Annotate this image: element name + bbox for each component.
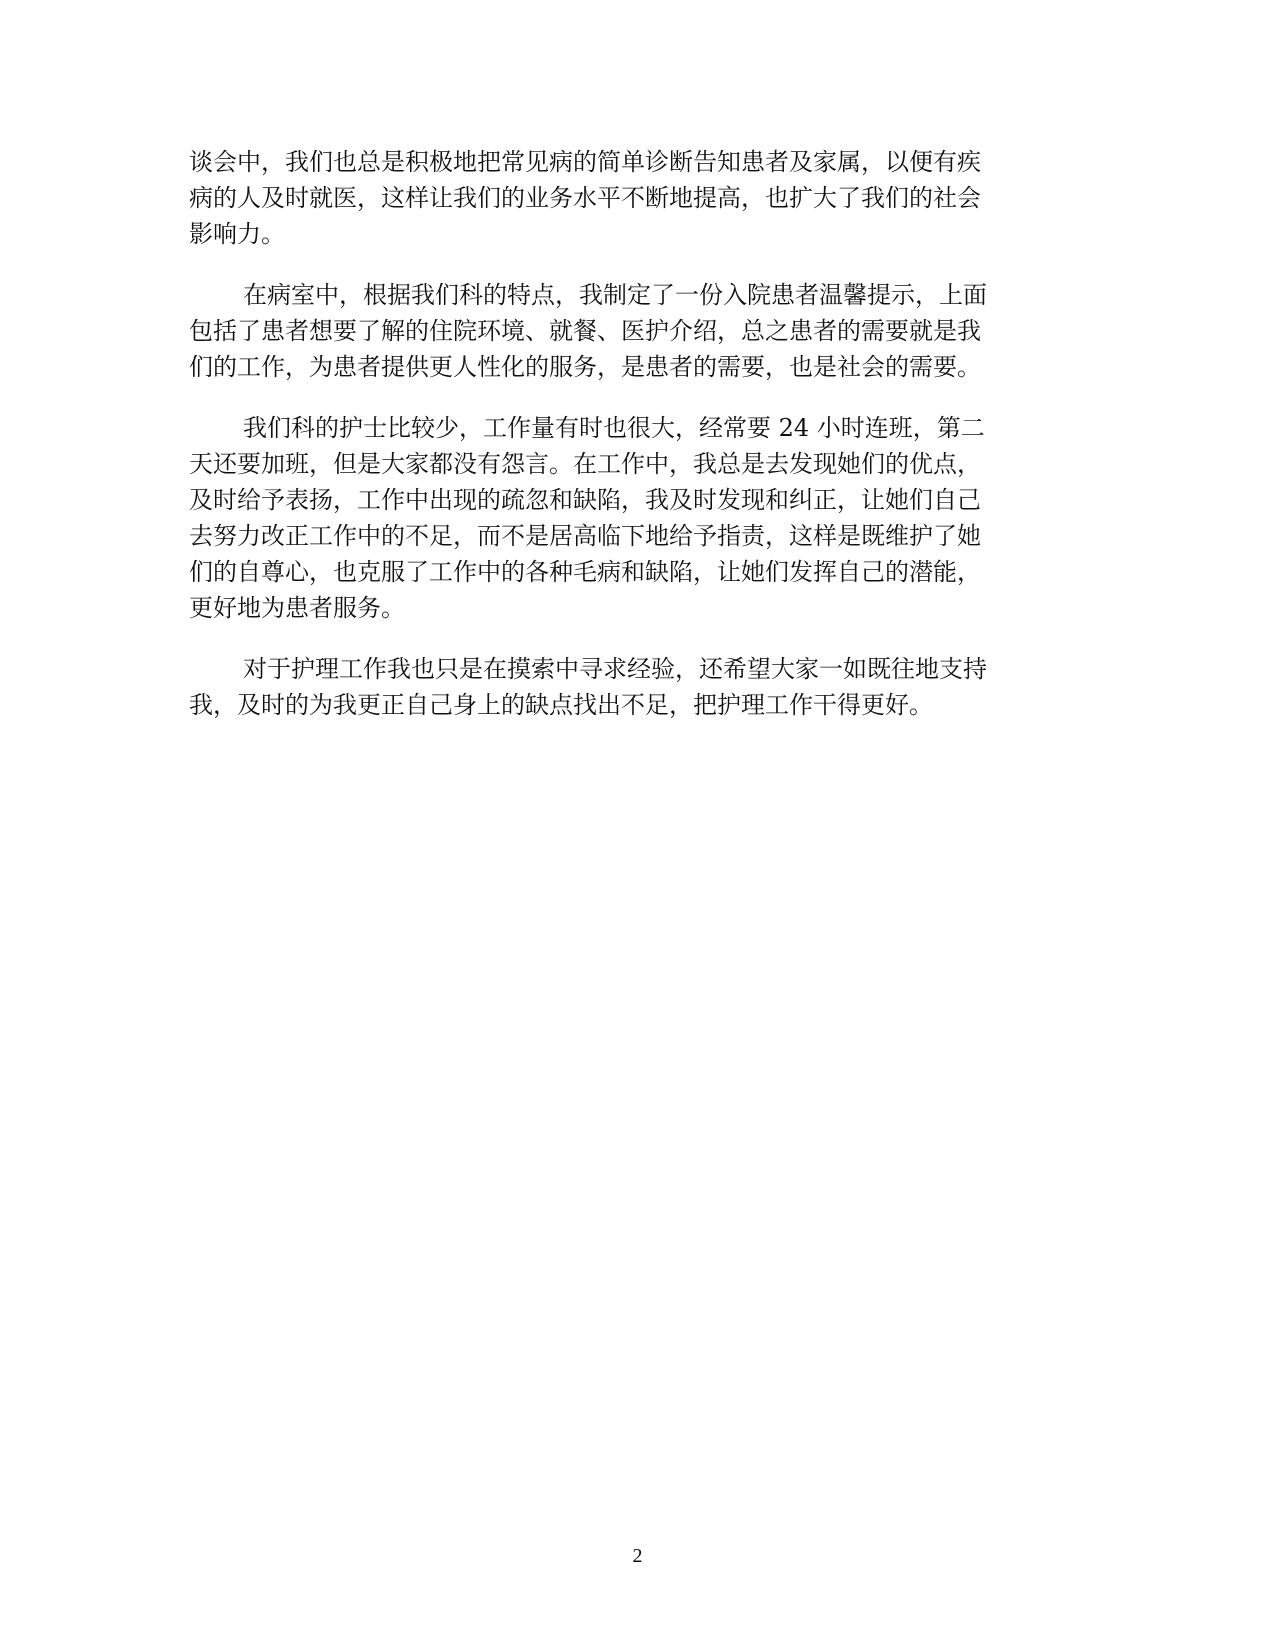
paragraph-3-line-1: 我们科的护士比较少，工作量有时也很大，经常要 24 小时连班，第二 (243, 414, 985, 442)
paragraph-3-line-2: 天还要加班，但是大家都没有怨言。在工作中，我总是去发现她们的优点， (189, 450, 981, 478)
paragraph-1-line-2: 病的人及时就医，这样让我们的业务水平不断地提高，也扩大了我们的社会 (189, 184, 981, 212)
paragraph-2-line-2: 包括了患者想要了解的住院环境、就餐、医护介绍，总之患者的需要就是我 (189, 317, 981, 345)
paragraph-1 (189, 144, 1085, 252)
body-text (189, 144, 1085, 748)
paragraph-4-line-1: 对于护理工作我也只是在摸索中寻求经验，还希望大家一如既往地支持 (243, 655, 987, 683)
paragraph-3-line-5: 们的自尊心，也克服了工作中的各种毛病和缺陷，让她们发挥自己的潜能， (189, 558, 981, 586)
paragraph-4-line-2: 我，及时的为我更正自己身上的缺点找出不足，把护理工作干得更好。 (189, 691, 933, 719)
paragraph-2-line-3: 们的工作，为患者提供更人性化的服务，是患者的需要，也是社会的需要。 (189, 353, 981, 381)
paragraph-3-line-3: 及时给予表扬，工作中出现的疏忽和缺陷，我及时发现和纠正，让她们自己 (189, 486, 981, 514)
paragraph-2 (189, 277, 1085, 385)
paragraph-3-line-4: 去努力改正工作中的不足，而不是居高临下地给予指责，这样是既维护了她 (189, 522, 981, 550)
paragraph-4 (189, 651, 1085, 723)
paragraph-1-line-3: 影响力。 (189, 220, 285, 248)
page-number: 2 (632, 1545, 643, 1567)
paragraph-3 (189, 410, 1085, 626)
paragraph-2-line-1: 在病室中，根据我们科的特点，我制定了一份入院患者温馨提示，上面 (243, 281, 987, 309)
paragraph-1-line-1: 谈会中，我们也总是积极地把常见病的简单诊断告知患者及家属，以便有疾 (189, 148, 981, 176)
paragraph-3-line-6: 更好地为患者服务。 (189, 594, 405, 622)
